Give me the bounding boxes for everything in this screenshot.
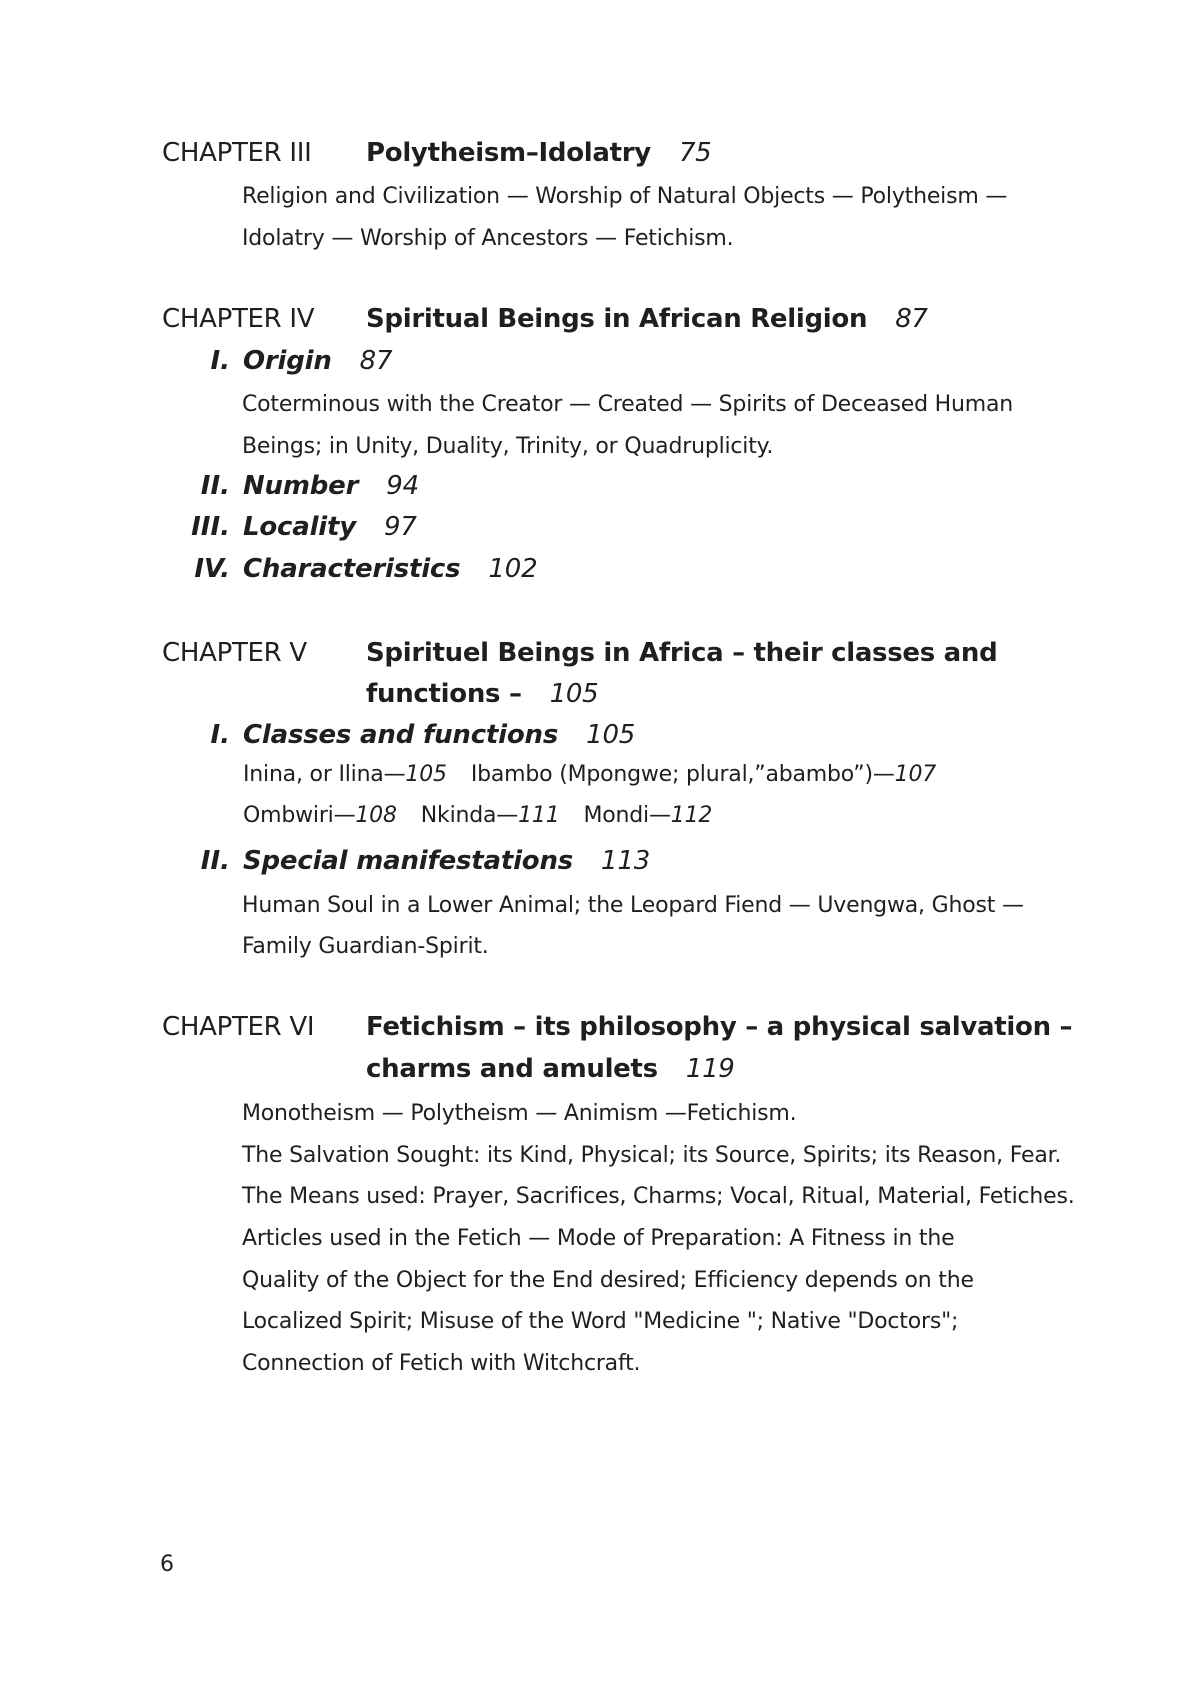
chapter-3-title: Polytheism–Idolatry	[366, 138, 651, 168]
ref-ombwiri-page: 108	[355, 803, 397, 828]
chapter-6-title-line-2: charms and amulets	[366, 1054, 658, 1084]
chapter-5-sub-1-num: I.	[210, 720, 230, 750]
chapter-3-label: CHAPTER III	[162, 138, 312, 168]
chapter-4-sub-4-page: 102	[488, 554, 538, 584]
chapter-6-page: 119	[685, 1054, 735, 1084]
chapter-6-desc-line-3: The Means used: Prayer, Sacrifices, Charms; Vocal, Ritual, Material, Fetiches.	[242, 1184, 1075, 1209]
ref-inina-page: 105	[405, 762, 447, 787]
chapter-4-sub-3-num: III.	[191, 512, 230, 542]
chapter-5-title-line-1: Spirituel Beings in Africa – their classes and	[366, 638, 998, 668]
chapter-4-sub-3	[243, 512, 417, 542]
chapter-6-desc-line-4: Articles used in the Fetich — Mode of Preparation: A Fitness in the	[242, 1226, 955, 1251]
chapter-5-refs-line-1	[243, 762, 936, 787]
chapter-5-sub-2-title: Special manifestations	[243, 846, 574, 876]
ref-ombwiri: Ombwiri—	[243, 803, 356, 828]
chapter-4-sub-1-desc-line-2: Beings; in Unity, Duality, Trinity, or Quadruplicity.	[242, 434, 774, 459]
chapter-3-desc-line-1: Religion and Civilization — Worship of Natural Objects — Polytheism —	[242, 184, 1008, 209]
chapter-3-page: 75	[678, 138, 712, 168]
chapter-5-sub-1-page: 105	[586, 720, 636, 750]
chapter-4-sub-1-num: I.	[210, 346, 230, 376]
chapter-6-title-line-1: Fetichism – its philosophy – a physical salvation –	[366, 1012, 1073, 1042]
chapter-6-desc-line-7: Connection of Fetich with Witchcraft.	[242, 1351, 641, 1376]
ref-ibambo: Ibambo (Mpongwe; plural,”abambo”)—	[470, 762, 895, 787]
chapter-5-sub-2-page: 113	[601, 846, 651, 876]
chapter-5-sub-1	[243, 720, 635, 750]
ref-mondi: Mondi—	[583, 803, 671, 828]
chapter-3-heading	[366, 138, 711, 168]
ref-inina: Inina, or Ilina—	[243, 762, 406, 787]
chapter-4-sub-2-page: 94	[386, 471, 419, 501]
chapter-5-sub-2-num: II.	[200, 846, 230, 876]
chapter-5-refs-line-2	[243, 803, 712, 828]
chapter-4-sub-3-title: Locality	[243, 512, 356, 542]
chapter-5-label: CHAPTER V	[162, 638, 307, 668]
chapter-5-sub-2	[243, 846, 650, 876]
chapter-4-sub-2	[243, 471, 419, 501]
chapter-4-sub-2-num: II.	[200, 471, 230, 501]
chapter-3-desc-line-2: Idolatry — Worship of Ancestors — Fetichism.	[242, 226, 734, 251]
chapter-4-label: CHAPTER IV	[162, 304, 315, 334]
ref-nkinda-page: 111	[518, 803, 560, 828]
chapter-6-desc-line-5: Quality of the Object for the End desired; Efficiency depends on the	[242, 1268, 974, 1293]
chapter-4-sub-1-page: 87	[359, 346, 393, 376]
chapter-4-heading	[366, 304, 928, 334]
chapter-4-sub-4	[243, 554, 537, 584]
chapter-5-heading-line-2	[366, 679, 598, 709]
chapter-4-sub-3-page: 97	[384, 512, 417, 542]
chapter-5-page: 105	[549, 679, 599, 709]
chapter-6-heading-line-2	[366, 1054, 735, 1084]
chapter-4-sub-1-desc-line-1: Coterminous with the Creator — Created — Spirits of Deceased Human	[242, 392, 1014, 417]
chapter-5-sub-2-desc-line-1: Human Soul in a Lower Animal; the Leopard Fiend — Uvengwa, Ghost —	[242, 893, 1024, 918]
chapter-6-desc-line-2: The Salvation Sought: its Kind, Physical; its Source, Spirits; its Reason, Fear.	[242, 1143, 1062, 1168]
chapter-5-sub-1-title: Classes and functions	[243, 720, 559, 750]
chapter-6-desc-line-1: Monotheism — Polytheism — Animism —Fetichism.	[242, 1101, 797, 1126]
ref-nkinda: Nkinda—	[420, 803, 519, 828]
ref-mondi-page: 112	[670, 803, 713, 828]
chapter-6-label: CHAPTER VI	[162, 1012, 315, 1042]
chapter-4-page: 87	[895, 304, 928, 334]
chapter-4-sub-1-title: Origin	[243, 346, 332, 376]
chapter-5-sub-2-desc-line-2: Family Guardian-Spirit.	[242, 934, 489, 959]
ref-ibambo-page: 107	[894, 762, 937, 787]
chapter-4-sub-4-title: Characteristics	[243, 554, 461, 584]
chapter-4-sub-1	[243, 346, 392, 376]
chapter-4-sub-2-title: Number	[243, 471, 359, 501]
chapter-4-sub-4-num: IV.	[194, 554, 230, 584]
page-number: 6	[160, 1552, 174, 1577]
chapter-5-title-line-2: functions –	[366, 679, 522, 709]
chapter-6-desc-line-6: Localized Spirit; Misuse of the Word "Medicine "; Native "Doctors";	[242, 1309, 959, 1334]
chapter-4-title: Spiritual Beings in African Religion	[366, 304, 868, 334]
